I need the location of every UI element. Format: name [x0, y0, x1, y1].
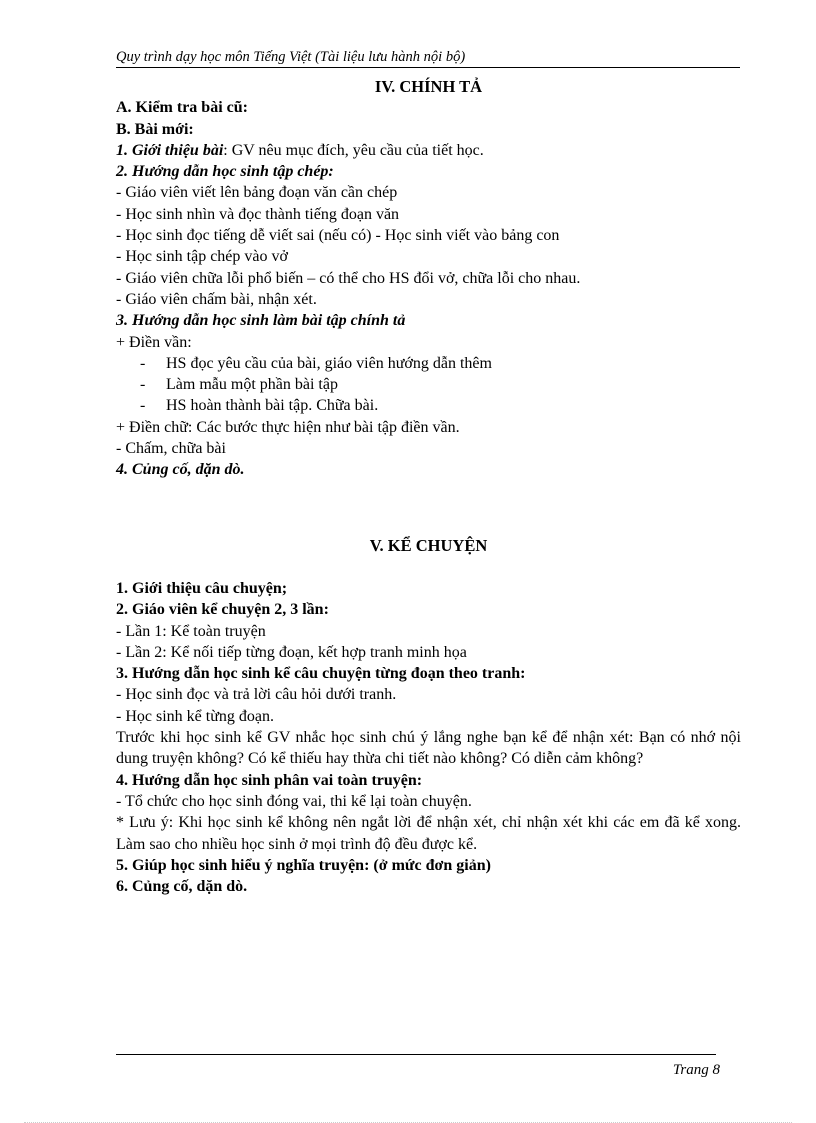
dien-chu-line: + Điền chữ: Các bước thực hiện như bài tập điền vần.: [116, 418, 460, 436]
kc-item-5: 5. Giúp học sinh hiểu ý nghĩa truyện: (ở mức đơn giản): [116, 856, 491, 874]
page-header: Quy trình dạy học môn Tiếng Việt (Tài liệu lưu hành nội bộ): [116, 48, 740, 68]
kc-item-1: 1. Giới thiệu câu chuyện;: [116, 579, 288, 597]
paragraph-nhac-nho: Trước khi học sinh kể GV nhắc học sinh chú ý lắng nghe bạn kể để nhận xét: Bạn có nhớ nội dung truyện không? Có kể thiếu hay thừa chi tiết nào không? Có diễn cảm không?: [116, 729, 741, 768]
list-item: - Giáo viên viết lên bảng đoạn văn cần chép: [116, 184, 398, 202]
kc-item-4: 4. Hướng dẫn học sinh phân vai toàn truyện:: [116, 771, 423, 789]
list-item: - Giáo viên chữa lỗi phổ biến – có thể cho HS đổi vở, chữa lỗi cho nhau.: [116, 269, 581, 287]
cham-line: - Chấm, chữa bài: [116, 440, 226, 458]
section-title-chinh-ta: IV. CHÍNH TẢ: [374, 77, 483, 96]
indented-list-item: - HS hoàn thành bài tập. Chữa bài.: [140, 397, 379, 415]
page-content: [116, 76, 741, 897]
step-1-label: 1. Giới thiệu bài: [116, 141, 224, 159]
list-item-text: Làm mẫu một phần bài tập: [166, 376, 338, 394]
step-2-label: 2. Hướng dẫn học sinh tập chép:: [116, 163, 334, 181]
list-item: - Học sinh đọc và trả lời câu hỏi dưới tranh.: [116, 686, 397, 704]
indented-list-item: - HS đọc yêu cầu của bài, giáo viên hướng dẫn thêm: [140, 354, 492, 372]
kc-item-6: 6. Củng cố, dặn dò.: [116, 878, 248, 896]
list-item: - Học sinh tập chép vào vở: [116, 248, 288, 266]
list-item: - Lần 1: Kể toàn truyện: [116, 622, 266, 640]
step-3-label: 3. Hướng dẫn học sinh làm bài tập chính tả: [116, 312, 406, 330]
indented-list-item: - Làm mẫu một phần bài tập: [140, 376, 338, 394]
heading-bai-moi: B. Bài mới:: [116, 120, 194, 138]
list-item: - Học sinh kể từng đoạn.: [116, 707, 274, 725]
dien-van-label: + Điền vần:: [116, 333, 192, 351]
step-1-text: : GV nêu mục đích, yêu cầu của tiết học.: [223, 141, 484, 159]
step-1-line: [116, 140, 741, 161]
page-number: Trang 8: [672, 1062, 720, 1078]
kc-item-3: 3. Hướng dẫn học sinh kể câu chuyện từng đoạn theo tranh:: [116, 665, 526, 683]
list-item-text: HS đọc yêu cầu của bài, giáo viên hướng dẫn thêm: [166, 354, 492, 372]
heading-kiem-tra: A. Kiểm tra bài cũ:: [116, 99, 248, 117]
kc-item-2: 2. Giáo viên kể chuyện 2, 3 lần:: [116, 601, 329, 619]
section-title-ke-chuyen: V. KỂ CHUYỆN: [369, 535, 488, 555]
footer-divider: [116, 1054, 716, 1055]
list-item: - Học sinh đọc tiếng dễ viết sai (nếu có) - Học sinh viết vào bảng con: [116, 227, 560, 245]
note-paragraph: * Lưu ý: Khi học sinh kể không nên ngắt lời để nhận xét, chỉ nhận xét khi các em đã kể xong. Làm sao cho nhiều học sinh ở mọi trình độ đều được kể.: [116, 814, 741, 853]
list-item: - Giáo viên chấm bài, nhận xét.: [116, 290, 317, 308]
list-item-text: HS hoàn thành bài tập. Chữa bài.: [166, 397, 379, 415]
list-item: - Lần 2: Kể nối tiếp từng đoạn, kết hợp tranh minh họa: [116, 643, 467, 661]
list-item: - Học sinh nhìn và đọc thành tiếng đoạn văn: [116, 205, 400, 223]
step-4-label: 4. Củng cố, dặn dò.: [116, 461, 245, 479]
list-item: - Tổ chức cho học sinh đóng vai, thi kể lại toàn chuyện.: [116, 792, 472, 810]
